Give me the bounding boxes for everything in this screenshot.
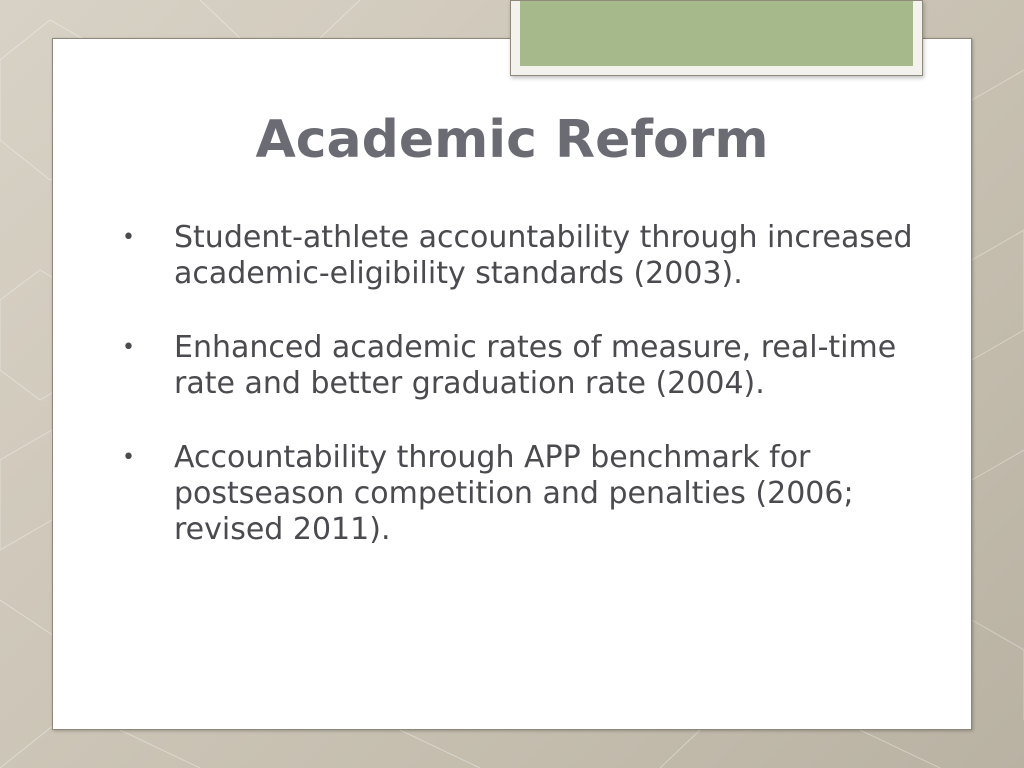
accent-tab-fill	[520, 1, 913, 66]
bullet-item-2	[118, 330, 928, 402]
bullet-text-2: Enhanced academic rates of measure, real-time rate and better graduation rate (2004).	[174, 330, 897, 401]
bullet-icon: •	[122, 445, 135, 470]
bullet-icon: •	[122, 335, 135, 360]
accent-tab	[510, 0, 923, 76]
bullet-item-3	[118, 440, 928, 548]
slide-title: Academic Reform	[255, 110, 769, 170]
bullet-list	[118, 220, 928, 586]
bullet-icon: •	[122, 225, 135, 250]
bullet-text-3: Accountability through APP benchmark for postseason competition and penalties (2006; revised 2011).	[174, 440, 854, 547]
bullet-item-1	[118, 220, 928, 292]
bullet-text-1: Student-athlete accountability through increased academic-eligibility standards (2003).	[174, 220, 913, 291]
